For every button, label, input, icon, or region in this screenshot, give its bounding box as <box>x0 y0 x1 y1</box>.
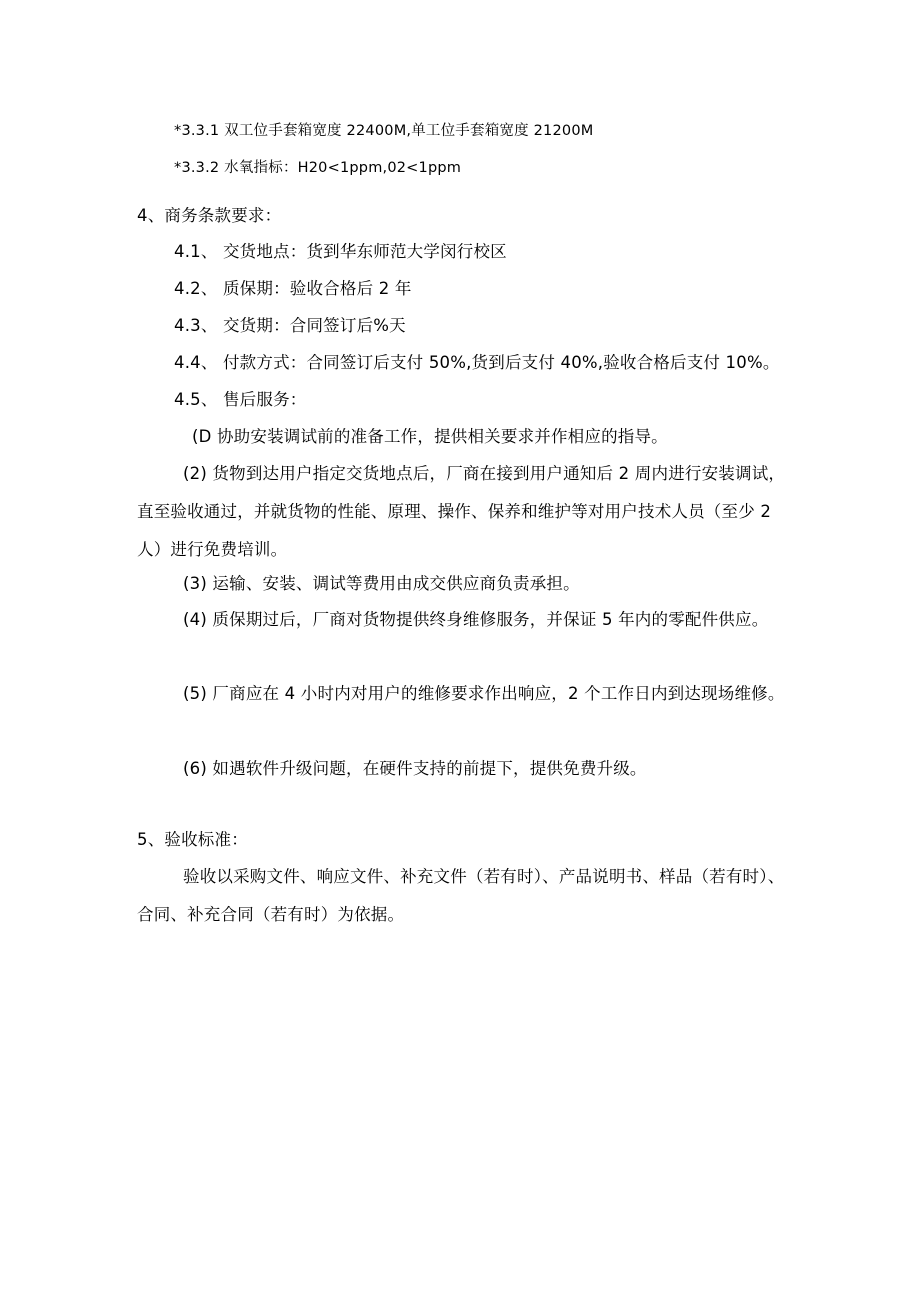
section-4-item-4-4: 4.4、 付款方式：合同签订后支付 50%,货到后支付 40%,验收合格后支付 10%。 <box>174 353 780 372</box>
spec-item-3-3-1: *3.3.1 双工位手套箱宽度 22400M,单工位手套箱宽度 21200M <box>174 123 594 139</box>
service-item-4: (4) 质保期过后，厂商对货物提供终身维修服务，并保证 5 年内的零配件供应。 <box>183 610 769 629</box>
service-item-5: (5) 厂商应在 4 小时内对用户的维修要求作出响应，2 个工作日内到达现场维修。 <box>183 684 785 703</box>
service-item-1: (D 协助安装调试前的准备工作，提供相关要求并作相应的指导。 <box>192 427 668 446</box>
section-5-heading: 5、验收标准： <box>137 830 248 849</box>
section-4-item-4-5: 4.5、 售后服务： <box>174 390 307 409</box>
service-item-3: (3) 运输、安装、调试等费用由成交供应商负责承担。 <box>183 574 580 593</box>
section-4-item-4-2: 4.2、 质保期：验收合格后 2 年 <box>174 279 412 298</box>
service-item-6: (6) 如遇软件升级问题，在硬件支持的前提下，提供免费升级。 <box>183 759 647 778</box>
section-4-heading: 4、商务条款要求： <box>137 206 282 225</box>
spec-item-3-3-2: *3.3.2 水氧指标：H20<1ppm,02<1ppm <box>174 160 462 176</box>
section-4-item-4-1: 4.1、 交货地点：货到华东师范大学闵行校区 <box>174 242 507 261</box>
service-item-2: (2) 货物到达用户指定交货地点后，厂商在接到用户通知后 2 周内进行安装调试，直至验收通过，并就货物的性能、原理、操作、保养和维护等对用户技术人员（至少 2 人）进行免费培训。 <box>137 464 786 559</box>
section-4-item-4-3: 4.3、 交货期：合同签订后%天 <box>174 316 406 335</box>
section-5-body: 验收以采购文件、响应文件、补充文件（若有时）、产品说明书、样品（若有时）、合同、补充合同（若有时）为依据。 <box>137 867 785 924</box>
